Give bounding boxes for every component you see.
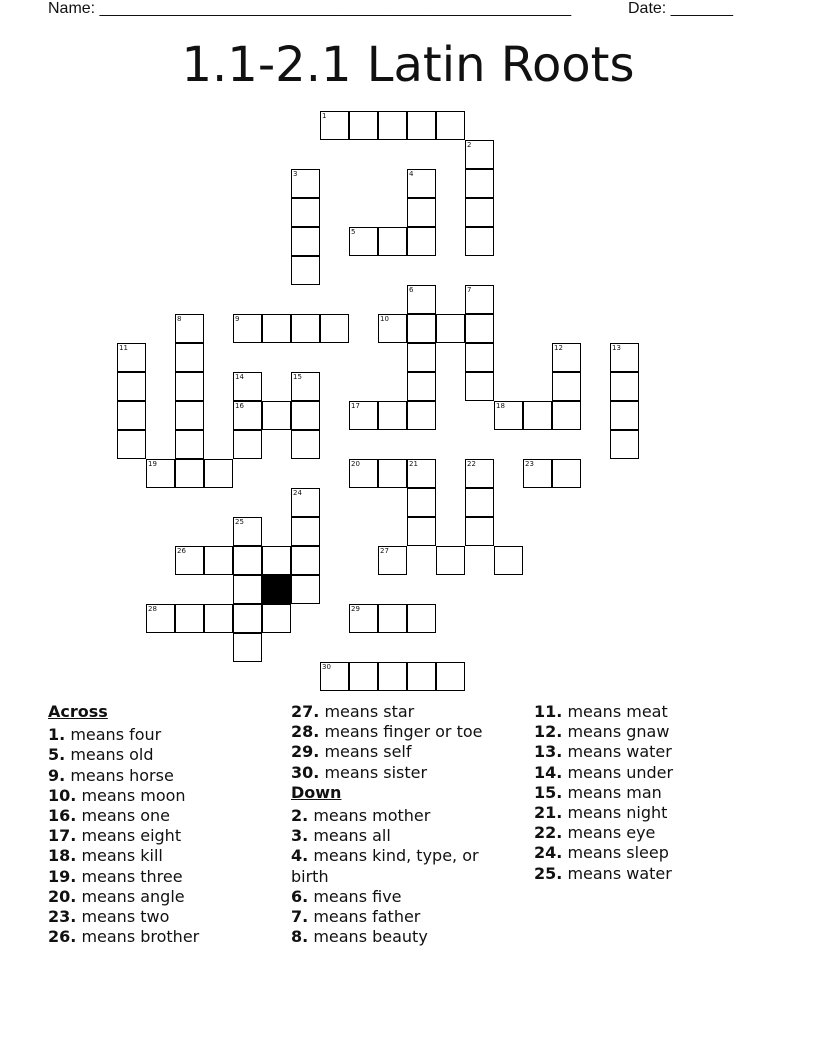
clue-across-30 [291, 763, 521, 783]
clue-number: 30. [291, 762, 320, 782]
clue-text: means kind, type, or birth [291, 846, 479, 886]
crossword-cell[interactable] [407, 488, 436, 517]
clue-text: means three [81, 866, 183, 886]
clue-text: means finger or toe [324, 722, 483, 742]
clue-down-25 [534, 864, 764, 884]
crossword-cell[interactable] [291, 546, 320, 575]
clue-text: means star [324, 702, 415, 721]
crossword-cell[interactable] [204, 546, 233, 575]
cell-number: 9 [235, 315, 240, 323]
crossword-cell[interactable] [175, 343, 204, 372]
crossword-cell[interactable] [407, 459, 436, 488]
crossword-cell[interactable] [262, 314, 291, 343]
clue-down-4 [291, 846, 521, 886]
crossword-cell[interactable] [407, 343, 436, 372]
crossword-cell[interactable] [552, 343, 581, 372]
crossword-cell[interactable] [175, 546, 204, 575]
crossword-cell[interactable] [291, 227, 320, 256]
cell-number: 1 [322, 112, 327, 120]
clue-text: means kill [81, 846, 163, 866]
clue-number: 10. [48, 785, 77, 805]
crossword-cell[interactable] [465, 488, 494, 517]
clue-number: 1. [48, 725, 66, 745]
cell-number: 13 [612, 344, 621, 352]
cell-number: 28 [148, 605, 157, 613]
crossword-cell[interactable] [262, 546, 291, 575]
clue-column-2 [291, 702, 521, 947]
cell-number: 25 [235, 518, 244, 526]
clue-number: 8. [291, 927, 309, 947]
cell-number: 7 [467, 286, 472, 294]
clue-text: means self [324, 742, 412, 762]
clue-number: 14. [534, 762, 563, 782]
crossword-cell[interactable] [465, 227, 494, 256]
crossword-cell[interactable] [494, 401, 523, 430]
clue-number: 25. [534, 863, 563, 883]
crossword-cell[interactable] [204, 604, 233, 633]
clue-number: 21. [534, 803, 563, 823]
crossword-cell[interactable] [465, 517, 494, 546]
crossword-cell[interactable] [146, 459, 175, 488]
cell-number: 14 [235, 373, 244, 381]
clue-column-3 [534, 702, 764, 884]
crossword-cell[interactable] [552, 372, 581, 401]
clue-across-16 [48, 806, 278, 826]
crossword-cell[interactable] [233, 314, 262, 343]
clue-column-1 [48, 702, 278, 947]
clue-down-13 [534, 742, 764, 762]
clue-number: 29. [291, 742, 320, 762]
crossword-cell[interactable] [117, 343, 146, 372]
clue-across-18 [48, 846, 278, 866]
crossword-cell[interactable] [523, 401, 552, 430]
clue-text: means water [567, 863, 672, 883]
clue-text: means one [81, 806, 171, 826]
clue-text: means eye [567, 823, 656, 843]
cell-number: 12 [554, 344, 563, 352]
crossword-cell[interactable] [349, 227, 378, 256]
clue-number: 2. [291, 806, 309, 826]
clue-number: 9. [48, 765, 66, 785]
cell-number: 24 [293, 489, 302, 497]
crossword-cell[interactable] [349, 662, 378, 691]
clue-down-3 [291, 826, 521, 846]
crossword-cell[interactable] [233, 401, 262, 430]
crossword-cell[interactable] [407, 169, 436, 198]
crossword-cell[interactable] [175, 604, 204, 633]
crossword-cell[interactable] [378, 227, 407, 256]
crossword-cell[interactable] [291, 517, 320, 546]
clue-across-23 [48, 907, 278, 927]
crossword-cell[interactable] [175, 459, 204, 488]
clue-across-9 [48, 766, 278, 786]
cell-number: 2 [467, 141, 472, 149]
crossword-cell[interactable] [465, 343, 494, 372]
across-title: Across [48, 702, 108, 721]
clue-across-26 [48, 927, 278, 947]
crossword-cell[interactable] [291, 401, 320, 430]
cell-number: 22 [467, 460, 476, 468]
clue-across-10 [48, 786, 278, 806]
clue-across-1 [48, 725, 278, 745]
cell-number: 4 [409, 170, 414, 178]
crossword-cell[interactable] [233, 430, 262, 459]
crossword-cell[interactable] [233, 546, 262, 575]
clue-number: 26. [48, 927, 77, 947]
crossword-cell[interactable] [291, 256, 320, 285]
crossword-cell[interactable] [465, 140, 494, 169]
cell-number: 27 [380, 547, 389, 555]
clue-number: 13. [534, 742, 563, 762]
crossword-cell[interactable] [320, 111, 349, 140]
crossword-cell[interactable] [407, 401, 436, 430]
black-cell [262, 575, 291, 604]
clue-number: 20. [48, 886, 77, 906]
clue-down-15 [534, 783, 764, 803]
clue-text: means moon [81, 785, 186, 805]
crossword-cell[interactable] [204, 459, 233, 488]
crossword-cell[interactable] [349, 401, 378, 430]
cell-number: 30 [322, 663, 331, 671]
cell-number: 20 [351, 460, 360, 468]
page-title: 1.1-2.1 Latin Roots [181, 37, 635, 93]
crossword-cell[interactable] [465, 459, 494, 488]
clue-text: means eight [81, 826, 182, 846]
clue-number: 7. [291, 907, 309, 927]
crossword-cell[interactable] [465, 198, 494, 227]
crossword-cell[interactable] [552, 401, 581, 430]
crossword-cell[interactable] [407, 372, 436, 401]
clue-number: 22. [534, 823, 563, 843]
down-title: Down [291, 782, 342, 802]
clue-text: means beauty [313, 927, 428, 947]
clue-across-19 [48, 867, 278, 887]
clue-text: means all [313, 826, 391, 846]
clue-number: 12. [534, 722, 563, 742]
crossword-cell[interactable] [378, 604, 407, 633]
crossword-cell[interactable] [117, 372, 146, 401]
crossword-cell[interactable] [146, 604, 175, 633]
crossword-cell[interactable] [320, 662, 349, 691]
clue-number: 6. [291, 886, 309, 906]
cell-number: 23 [525, 460, 534, 468]
crossword-cell[interactable] [407, 285, 436, 314]
clue-text: means mother [313, 806, 431, 826]
clue-text: means horse [70, 765, 174, 785]
clue-text: means meat [567, 702, 668, 721]
clue-number: 18. [48, 846, 77, 866]
crossword-cell[interactable] [610, 430, 639, 459]
crossword-cell[interactable] [378, 401, 407, 430]
crossword-cell[interactable] [407, 111, 436, 140]
crossword-cell[interactable] [378, 111, 407, 140]
cell-number: 8 [177, 315, 182, 323]
clue-across-5 [48, 745, 278, 765]
crossword-cell[interactable] [378, 459, 407, 488]
crossword-cell[interactable] [407, 227, 436, 256]
cell-number: 16 [235, 402, 244, 410]
crossword-cell[interactable] [407, 314, 436, 343]
clue-down-2 [291, 806, 521, 826]
clue-down-24 [534, 843, 764, 863]
clue-down-8 [291, 927, 521, 947]
clue-text: means two [81, 907, 170, 927]
crossword-cell[interactable] [407, 517, 436, 546]
crossword-cell[interactable] [349, 459, 378, 488]
cell-number: 26 [177, 547, 186, 555]
clue-across-20 [48, 887, 278, 907]
clue-number: 24. [534, 843, 563, 863]
crossword-cell[interactable] [291, 169, 320, 198]
crossword-cell[interactable] [233, 517, 262, 546]
crossword-cell[interactable] [291, 198, 320, 227]
clue-across-17 [48, 826, 278, 846]
crossword-cell[interactable] [407, 604, 436, 633]
crossword-cell[interactable] [262, 604, 291, 633]
cell-number: 21 [409, 460, 418, 468]
clue-number: 19. [48, 866, 77, 886]
clue-across-29 [291, 742, 521, 762]
crossword-cell[interactable] [465, 372, 494, 401]
clue-number: 11. [534, 702, 563, 721]
clue-number: 27. [291, 702, 320, 721]
cell-number: 18 [496, 402, 505, 410]
clue-text: means old [70, 745, 154, 765]
clue-across-28 [291, 722, 521, 742]
cell-number: 19 [148, 460, 157, 468]
crossword-cell[interactable] [175, 372, 204, 401]
crossword-cell[interactable] [320, 314, 349, 343]
cell-number: 5 [351, 228, 356, 236]
clue-text: means night [567, 803, 668, 823]
clue-number: 28. [291, 722, 320, 742]
crossword-cell[interactable] [291, 430, 320, 459]
cell-number: 6 [409, 286, 414, 294]
crossword-cell[interactable] [378, 314, 407, 343]
crossword-cell[interactable] [233, 633, 262, 662]
cell-number: 3 [293, 170, 298, 178]
clue-number: 17. [48, 826, 77, 846]
clue-text: means sister [324, 762, 428, 782]
crossword-cell[interactable] [436, 314, 465, 343]
crossword-cell[interactable] [233, 575, 262, 604]
crossword-cell[interactable] [436, 111, 465, 140]
crossword-cell[interactable] [610, 372, 639, 401]
crossword-cell[interactable] [378, 662, 407, 691]
clue-down-14 [534, 763, 764, 783]
clue-text: means man [567, 782, 662, 802]
clue-number: 4. [291, 846, 309, 866]
crossword-cell[interactable] [378, 546, 407, 575]
crossword-cell[interactable] [465, 314, 494, 343]
crossword-cell[interactable] [175, 430, 204, 459]
cell-number: 15 [293, 373, 302, 381]
name-label: Name: _____________________________________________________ [48, 0, 572, 17]
cell-number: 29 [351, 605, 360, 613]
crossword-cell[interactable] [291, 372, 320, 401]
crossword-cell[interactable] [291, 575, 320, 604]
crossword-cell[interactable] [407, 662, 436, 691]
clue-down-11 [534, 702, 764, 722]
clue-number: 15. [534, 782, 563, 802]
clue-number: 23. [48, 907, 77, 927]
clue-number: 16. [48, 806, 77, 826]
clue-down-6 [291, 887, 521, 907]
clue-text: means father [313, 907, 421, 927]
crossword-cell[interactable] [117, 401, 146, 430]
clue-number: 5. [48, 745, 66, 765]
clue-text: means gnaw [567, 722, 670, 742]
cell-number: 17 [351, 402, 360, 410]
crossword-cell[interactable] [610, 343, 639, 372]
clue-text: means brother [81, 927, 200, 947]
clue-down-21 [534, 803, 764, 823]
crossword-cell[interactable] [436, 546, 465, 575]
crossword-cell[interactable] [117, 430, 146, 459]
clue-text: means water [567, 742, 672, 762]
clue-text: means sleep [567, 843, 669, 863]
clue-text: means five [313, 886, 402, 906]
crossword-cell[interactable] [407, 198, 436, 227]
crossword-cell[interactable] [494, 546, 523, 575]
crossword-cell[interactable] [291, 488, 320, 517]
clue-across-27 [291, 702, 521, 722]
clue-down-12 [534, 722, 764, 742]
crossword-cell[interactable] [610, 401, 639, 430]
crossword-cell[interactable] [436, 662, 465, 691]
crossword-cell[interactable] [552, 459, 581, 488]
crossword-cell[interactable] [175, 314, 204, 343]
crossword-cell[interactable] [465, 285, 494, 314]
crossword-cell[interactable] [233, 604, 262, 633]
date-label: Date: _______ [628, 0, 733, 17]
crossword-cell[interactable] [523, 459, 552, 488]
clue-number: 3. [291, 826, 309, 846]
cell-number: 10 [380, 315, 389, 323]
clue-text: means four [70, 725, 162, 745]
clue-down-7 [291, 907, 521, 927]
crossword-cell[interactable] [233, 372, 262, 401]
crossword-cell[interactable] [349, 111, 378, 140]
clue-down-22 [534, 823, 764, 843]
cell-number: 11 [119, 344, 128, 352]
crossword-cell[interactable] [175, 401, 204, 430]
crossword-cell[interactable] [465, 169, 494, 198]
clue-text: means angle [81, 886, 185, 906]
crossword-cell[interactable] [291, 314, 320, 343]
crossword-cell[interactable] [262, 401, 291, 430]
crossword-cell[interactable] [349, 604, 378, 633]
clue-text: means under [567, 762, 674, 782]
